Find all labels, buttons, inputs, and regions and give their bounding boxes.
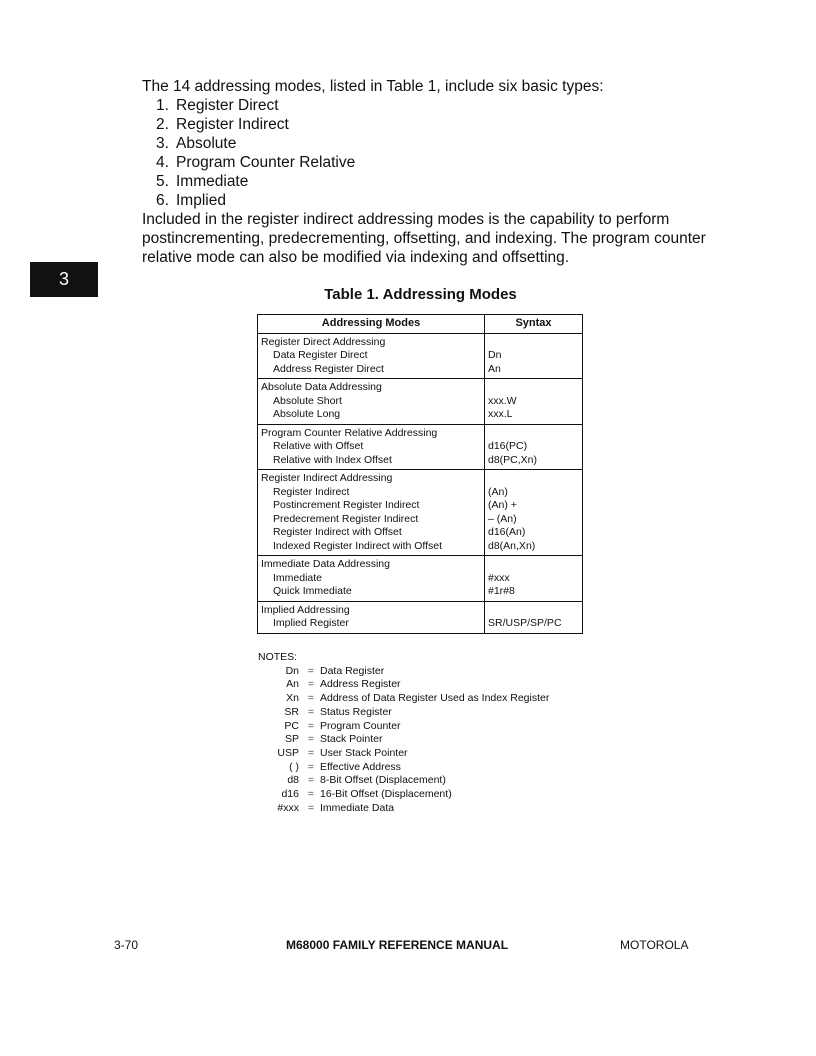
note-item: An = Address Register — [286, 678, 401, 691]
syntax-value: An — [488, 362, 501, 375]
mode-name: Immediate — [273, 571, 323, 584]
list-item: 1. Register Direct — [156, 97, 279, 114]
brand-name: MOTOROLA — [620, 938, 689, 952]
group-heading: Implied Addressing — [261, 603, 350, 616]
notes-title: NOTES: — [258, 651, 298, 663]
mode-name: Implied Register — [273, 617, 349, 629]
list-item: 2. Register Indirect — [156, 116, 289, 133]
note-item: SR = Status Register — [284, 705, 392, 718]
syntax-value: (An) — [488, 485, 508, 498]
notes-list — [258, 665, 549, 816]
table-row — [258, 333, 583, 379]
table-row — [258, 470, 583, 556]
note-item: ( ) = Effective Address — [289, 760, 401, 773]
syntax-value: #xxx — [488, 571, 510, 584]
table-title: Table 1. Addressing Modes — [324, 286, 517, 303]
table-row — [258, 424, 583, 470]
mode-name: Relative with Index Offset — [273, 453, 392, 466]
list-item: 4. Program Counter Relative — [156, 154, 356, 171]
column-header-syntax: Syntax — [485, 315, 583, 334]
intro-lead: The 14 addressing modes, listed in Table 1, include six basic types: — [142, 78, 604, 95]
syntax-value: #1r#8 — [488, 585, 515, 597]
intro-text — [142, 77, 712, 267]
list-item: 5. Immediate — [156, 173, 249, 190]
syntax-value: SR/USP/SP/PC — [488, 617, 562, 629]
table-row — [258, 601, 583, 633]
mode-name: Address Register Direct — [273, 362, 384, 375]
column-header-modes: Addressing Modes — [258, 315, 485, 334]
mode-name: Absolute Short — [273, 394, 342, 407]
mode-name: Absolute Long — [273, 408, 341, 420]
mode-name: Indexed Register Indirect with Offset — [273, 539, 443, 552]
note-item: Xn = Address of Data Register Used as Index Register — [286, 692, 550, 705]
note-item: SP = Stack Pointer — [284, 733, 383, 746]
group-heading: Register Indirect Addressing — [261, 472, 393, 484]
syntax-value: (An) + — [488, 499, 517, 511]
mode-name: Relative with Offset — [273, 440, 364, 452]
intro-paragraph: Included in the register indirect addressing modes is the capability to perform postincrementing, predecrementing, offsetting, and indexing. The program counter relative mode can also be modified via indexing and offsetting. — [142, 211, 706, 266]
syntax-value: xxx.W — [488, 394, 517, 407]
syntax-value: d16(An) — [488, 526, 526, 538]
table-row — [258, 556, 583, 602]
group-heading: Immediate Data Addressing — [261, 558, 390, 570]
mode-name: Postincrement Register Indirect — [273, 499, 420, 511]
table-row — [258, 379, 583, 425]
section-tab: 3 — [30, 262, 98, 297]
list-item: 6. Implied — [156, 192, 226, 209]
group-heading: Register Direct Addressing — [261, 335, 386, 348]
mode-name: Register Indirect with Offset — [273, 526, 402, 538]
addressing-modes-table — [257, 314, 583, 634]
group-heading: Program Counter Relative Addressing — [261, 426, 438, 439]
syntax-value: d8(PC,Xn) — [488, 453, 538, 466]
note-item: d8 = 8-Bit Offset (Displacement) — [287, 774, 446, 787]
syntax-value: d8(An,Xn) — [488, 539, 536, 552]
syntax-value: xxx.L — [488, 408, 513, 420]
manual-title: M68000 FAMILY REFERENCE MANUAL — [286, 938, 509, 952]
notes-section — [258, 651, 549, 815]
mode-name: Quick Immediate — [273, 585, 352, 597]
note-item: Dn = Data Register — [285, 664, 385, 677]
mode-name: Register Indirect — [273, 485, 350, 498]
page-number: 3-70 — [114, 938, 139, 952]
group-heading: Absolute Data Addressing — [261, 381, 382, 393]
note-item: d16 = 16-Bit Offset (Displacement) — [281, 788, 452, 801]
note-item: USP = User Stack Pointer — [277, 746, 408, 759]
table-header-row — [258, 315, 583, 334]
addressing-types-list — [142, 96, 712, 210]
mode-name: Predecrement Register Indirect — [273, 512, 419, 525]
note-item: #xxx = Immediate Data — [277, 801, 395, 814]
syntax-value: – (An) — [488, 512, 517, 525]
mode-name: Data Register Direct — [273, 349, 368, 361]
syntax-value: Dn — [488, 349, 502, 361]
list-item: 3. Absolute — [156, 135, 237, 152]
note-item: PC = Program Counter — [284, 719, 401, 732]
syntax-value: d16(PC) — [488, 440, 528, 452]
